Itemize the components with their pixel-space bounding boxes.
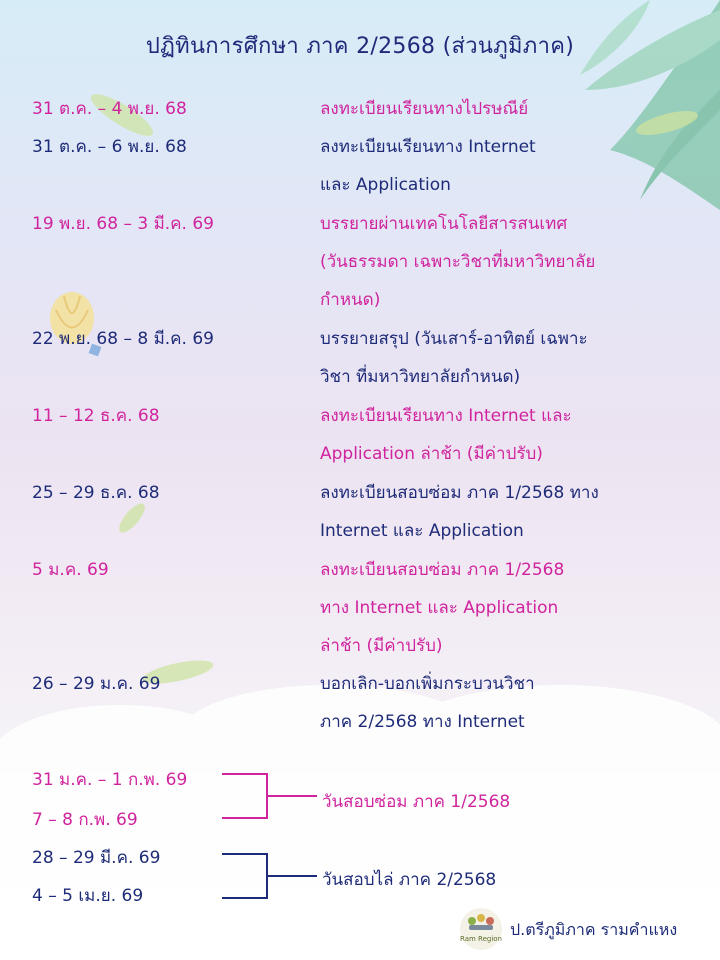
- schedule-description: [320, 397, 700, 473]
- schedule-date: 26 – 29 ม.ค. 69: [32, 674, 161, 694]
- makeup-exam-date-1: 31 ม.ค. – 1 ก.พ. 69: [32, 770, 188, 790]
- makeup-exam-bracket: [222, 772, 322, 822]
- schedule-description-line: ล่าช้า (มีค่าปรับ): [320, 636, 443, 656]
- page-title: ปฏิทินการศึกษา ภาค 2/2568 (ส่วนภูมิภาค): [145, 34, 575, 59]
- schedule-description-line: บรรยายผ่านเทคโนโลยีสารสนเทศ: [320, 214, 568, 234]
- schedule-description-line: ภาค 2/2568 ทาง Internet: [320, 712, 525, 732]
- schedule-description-line: ลงทะเบียนสอบซ่อม ภาค 1/2568: [320, 560, 565, 580]
- schedule-description-line: (วันธรรมดา เฉพาะวิชาที่มหาวิทยาลัย: [320, 252, 596, 272]
- schedule-description: [320, 665, 700, 741]
- schedule-date: 22 พ.ย. 68 – 8 มี.ค. 69: [32, 329, 214, 349]
- schedule-date: 31 ต.ค. – 6 พ.ย. 68: [32, 137, 187, 157]
- schedule-description: [320, 320, 700, 396]
- schedule-description-line: ลงทะเบียนสอบซ่อม ภาค 1/2568 ทาง: [320, 483, 599, 503]
- schedule-description-line: ลงทะเบียนเรียนทาง Internet: [320, 137, 536, 157]
- schedule-description-line: และ Application: [320, 175, 451, 195]
- schedule-description-line: บรรยายสรุป (วันเสาร์-อาทิตย์ เฉพาะ: [320, 329, 588, 349]
- makeup-exam-label: วันสอบซ่อม ภาค 1/2568: [322, 792, 511, 812]
- schedule-description: [320, 90, 700, 128]
- schedule-description-line: Internet และ Application: [320, 521, 524, 541]
- logo-label: Ram Region: [459, 935, 502, 943]
- schedule-date: 11 – 12 ธ.ค. 68: [32, 406, 160, 426]
- organization-name: ป.ตรีภูมิภาค รามคำแหง: [510, 920, 678, 939]
- schedule-date: 31 ต.ค. – 4 พ.ย. 68: [32, 99, 187, 119]
- makeup-exam-date-2: 7 – 8 ก.พ. 69: [32, 810, 138, 830]
- schedule-description: [320, 551, 700, 665]
- ram-region-logo: [456, 907, 506, 951]
- schedule-description-line: กำหนด): [320, 290, 381, 310]
- schedule-date: 5 ม.ค. 69: [32, 560, 109, 580]
- schedule-description: [320, 474, 700, 550]
- schedule-description-line: ทาง Internet และ Application: [320, 598, 559, 618]
- schedule-description-line: วิชา ที่มหาวิทยาลัยกำหนด): [320, 367, 521, 387]
- schedule-description-line: Application ล่าช้า (มีค่าปรับ): [320, 444, 543, 464]
- schedule-description: [320, 128, 700, 204]
- final-exam-date-1: 28 – 29 มี.ค. 69: [32, 848, 161, 868]
- schedule-description: [320, 205, 700, 319]
- final-exam-label: วันสอบไล่ ภาค 2/2568: [322, 870, 497, 890]
- schedule-description-line: ลงทะเบียนเรียนทางไปรษณีย์: [320, 99, 529, 119]
- final-exam-date-2: 4 – 5 เม.ย. 69: [32, 886, 144, 906]
- schedule-date: 19 พ.ย. 68 – 3 มี.ค. 69: [32, 214, 214, 234]
- schedule-date: 25 – 29 ธ.ค. 68: [32, 483, 160, 503]
- final-exam-bracket: [222, 852, 322, 902]
- schedule-description-line: บอกเลิก-บอกเพิ่มกระบวนวิชา: [320, 674, 535, 694]
- schedule-description-line: ลงทะเบียนเรียนทาง Internet และ: [320, 406, 572, 426]
